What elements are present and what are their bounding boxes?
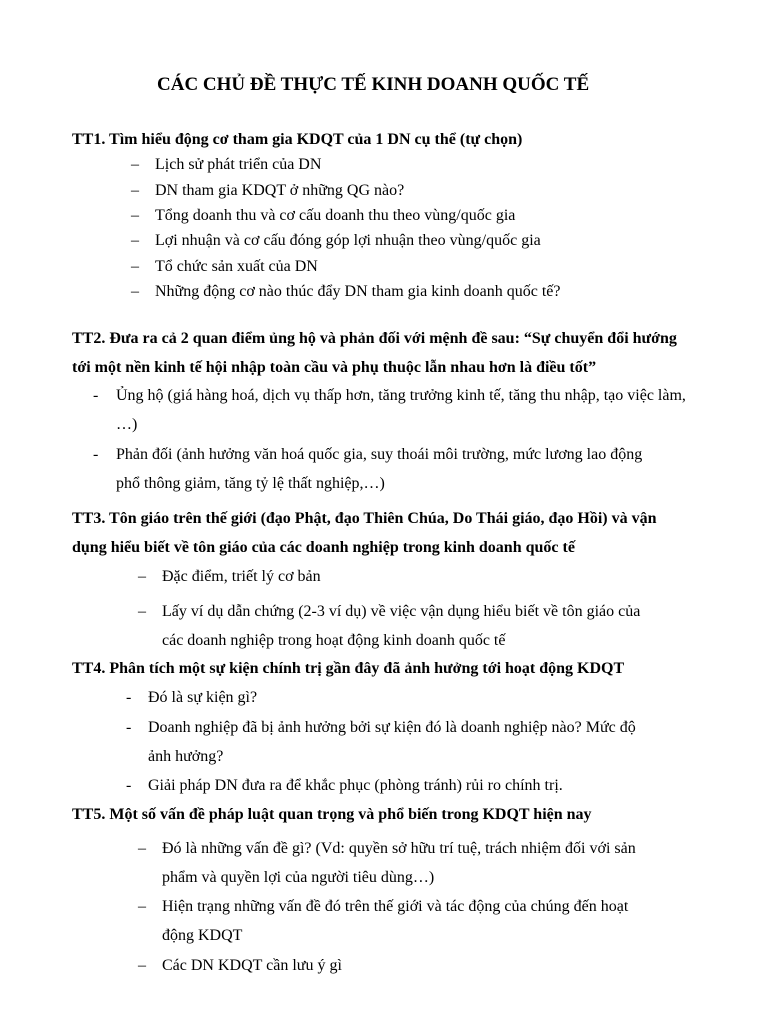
list-item: Đặc điểm, triết lý cơ bản [162, 568, 321, 585]
section-heading-tt3-line2: dụng hiểu biết về tôn giáo của các doanh nghiệp trong kinh doanh quốc tế [72, 539, 575, 556]
section-heading-tt3: TT3. Tôn giáo trên thế giới (đạo Phật, đạo Thiên Chúa, Do Thái giáo, đạo Hồi) và vận [72, 510, 657, 527]
list-item: Những động cơ nào thúc đẩy DN tham gia kinh doanh quốc tế? [155, 283, 561, 300]
section-heading-tt5: TT5. Một số vấn đề pháp luật quan trọng và phổ biến trong KDQT hiện nay [72, 806, 592, 823]
section-heading-tt2-line2: tới một nền kinh tế hội nhập toàn cầu và phụ thuộc lẫn nhau hơn là điều tốt” [72, 359, 597, 376]
list-item: Hiện trạng những vấn đề đó trên thế giới và tác động của chúng đến hoạt [162, 898, 629, 915]
list-marker: – [131, 182, 139, 199]
list-marker: – [131, 283, 139, 300]
section-heading-tt2: TT2. Đưa ra cả 2 quan điểm ủng hộ và phản đối với mệnh đề sau: “Sự chuyển đổi hướng [72, 330, 677, 347]
list-item: Đó là những vấn đề gì? (Vd: quyền sở hữu trí tuệ, trách nhiệm đối với sản [162, 840, 636, 857]
list-item: Tổng doanh thu và cơ cấu doanh thu theo vùng/quốc gia [155, 207, 516, 224]
list-marker: – [131, 156, 139, 173]
list-marker: - [126, 719, 132, 736]
list-marker: – [138, 568, 146, 585]
page-title: CÁC CHỦ ĐỀ THỰC TẾ KINH DOANH QUỐC TẾ [157, 74, 590, 95]
list-marker: – [131, 258, 139, 275]
list-marker: - [126, 689, 132, 706]
list-marker: – [131, 207, 139, 224]
list-marker: - [93, 446, 99, 463]
list-item: Lấy ví dụ dẫn chứng (2-3 ví dụ) về việc vận dụng hiểu biết về tôn giáo của [162, 603, 641, 620]
list-item: Giải pháp DN đưa ra để khắc phục (phòng tránh) rủi ro chính trị. [148, 777, 563, 794]
section-heading-tt4: TT4. Phân tích một sự kiện chính trị gần đây đã ảnh hưởng tới hoạt động KDQT [72, 660, 625, 677]
list-item-continuation: ảnh hưởng? [148, 748, 224, 765]
list-item: Các DN KDQT cần lưu ý gì [162, 957, 342, 974]
list-marker: – [138, 603, 146, 620]
list-item: Tổ chức sản xuất của DN [155, 258, 318, 275]
list-item-continuation: động KDQT [162, 927, 243, 944]
list-item-continuation: …) [116, 416, 138, 433]
list-marker: - [93, 387, 99, 404]
list-item: Ủng hộ (giá hàng hoá, dịch vụ thấp hơn, tăng trưởng kinh tế, tăng thu nhập, tạo việc làm, [116, 387, 686, 404]
list-item: DN tham gia KDQT ở những QG nào? [155, 182, 405, 199]
list-item: Lợi nhuận và cơ cấu đóng góp lợi nhuận theo vùng/quốc gia [155, 232, 541, 249]
list-marker: – [138, 898, 146, 915]
list-item: Phản đối (ảnh hưởng văn hoá quốc gia, suy thoái môi trường, mức lương lao động [116, 446, 643, 463]
list-marker: – [131, 232, 139, 249]
list-item: Doanh nghiệp đã bị ảnh hưởng bởi sự kiện đó là doanh nghiệp nào? Mức độ [148, 719, 636, 736]
list-item: Đó là sự kiện gì? [148, 689, 258, 706]
list-marker: – [138, 840, 146, 857]
list-marker: - [126, 777, 132, 794]
list-item-continuation: phẩm và quyền lợi của người tiêu dùng…) [162, 869, 435, 886]
section-heading-tt1: TT1. Tìm hiểu động cơ tham gia KDQT của 1 DN cụ thể (tự chọn) [72, 131, 523, 148]
list-marker: – [138, 957, 146, 974]
list-item: Lịch sử phát triển của DN [155, 156, 322, 173]
list-item-continuation: phổ thông giảm, tăng tỷ lệ thất nghiệp,…) [116, 475, 385, 492]
list-item-continuation: các doanh nghiệp trong hoạt động kinh doanh quốc tế [162, 632, 506, 649]
